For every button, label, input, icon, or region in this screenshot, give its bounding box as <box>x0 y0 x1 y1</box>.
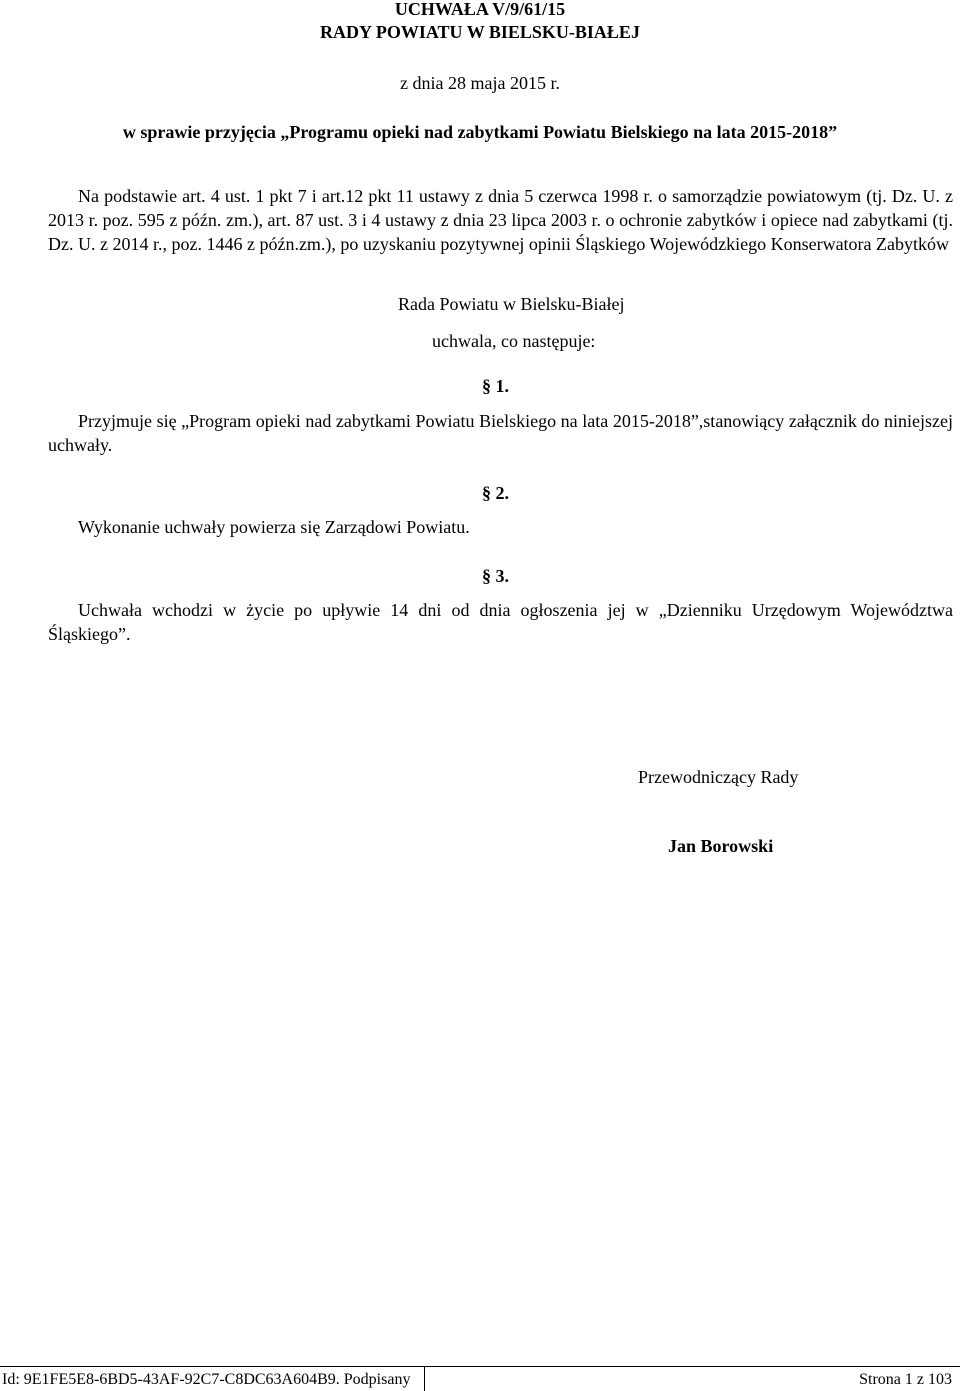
signature-role: Przewodniczący Rady <box>638 767 799 787</box>
section-label-3: § 3. <box>482 566 509 586</box>
document-title: UCHWAŁA V/9/61/15 <box>394 0 566 19</box>
document-subject: w sprawie przyjęcia „Programu opieki nad zabytkami Powiatu Bielskiego na lata 2015-2018” <box>122 122 838 142</box>
section-text-1: Przyjmuje się „Program opieki nad zabytkami Powiatu Bielskiego na lata 2015-2018”,stanowiący załącznik do niniejszej uchwały. <box>48 411 953 455</box>
footer-page-number: Strona 1 z 103 <box>859 1371 952 1388</box>
signature-name: Jan Borowski <box>668 836 774 856</box>
section-text-3: Uchwała wchodzi w życie po upływie 14 dni od dnia ogłoszenia jej w „Dzienniku Urzędowym Województwa Śląskiego”. <box>48 600 953 644</box>
document-authority: RADY POWIATU W BIELSKU-BIAŁEJ <box>320 22 640 42</box>
section-text-2: Wykonanie uchwały powierza się Zarządowi Powiatu. <box>78 517 470 537</box>
footer-document-id: Id: 9E1FE5E8-6BD5-43AF-92C7-C8DC63A604B9. Podpisany <box>2 1371 411 1388</box>
document-date: z dnia 28 maja 2015 r. <box>400 73 560 93</box>
footer-separator <box>424 1366 425 1391</box>
resolves-text: uchwala, co następuje: <box>432 331 596 351</box>
preamble-text: Na podstawie art. 4 ust. 1 pkt 7 i art.12 pkt 11 ustawy z dnia 5 czerwca 1998 r. o samorządzie powiatowym (tj. Dz. U. z 2013 r. poz. 595 z późn. zm.), art. 87 ust. 3 i 4 ustawy z dnia 23 lipca 2003 r. o ochronie zabytków i opiece nad zabytkami (tj. Dz. U. z 2014 r., poz. 1446 z późn.zm.), po uzyskaniu pozytywnej opinii Śląskiego Wojewódzkiego Konserwatora Zabytków <box>48 186 953 254</box>
footer-rule <box>0 1366 960 1367</box>
section-label-2: § 2. <box>482 483 509 503</box>
council-name: Rada Powiatu w Bielsku-Białej <box>398 294 625 314</box>
section-label-1: § 1. <box>482 376 509 396</box>
